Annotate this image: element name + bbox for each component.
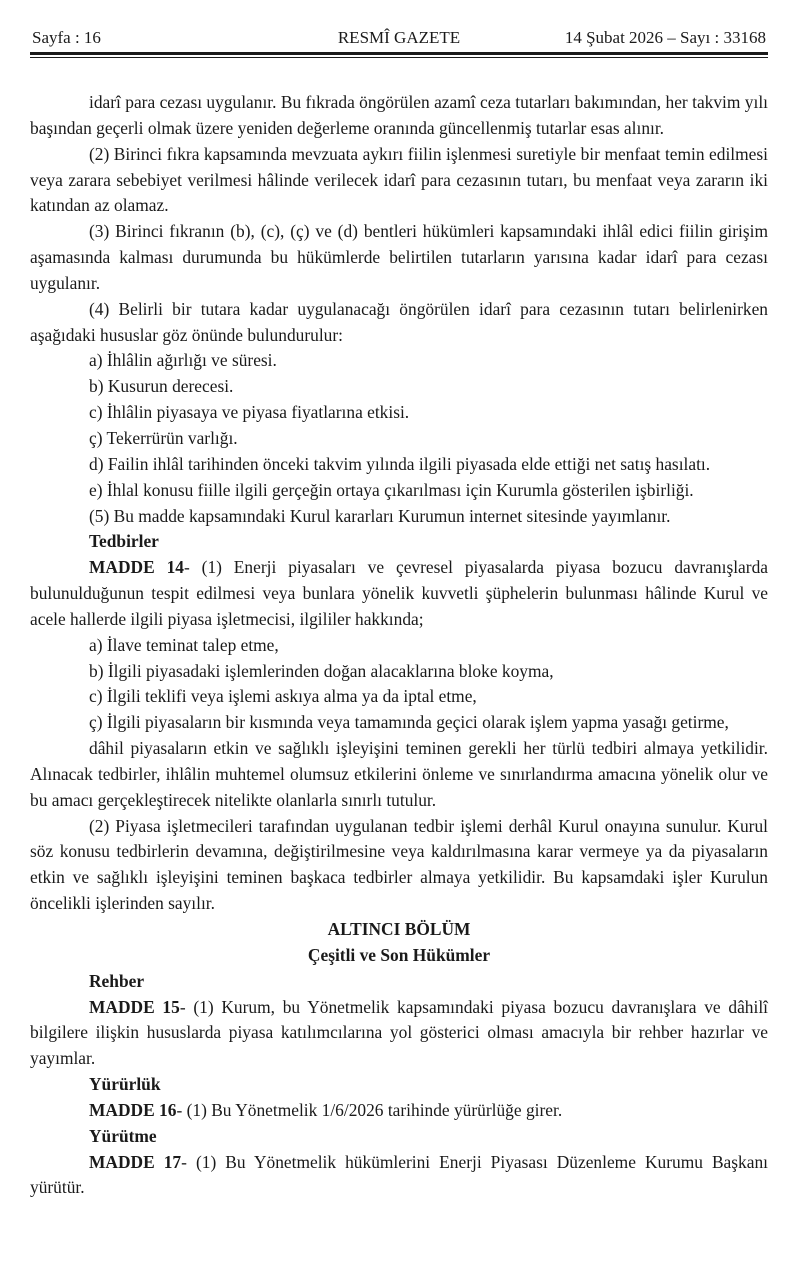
paragraph: (4) Belirli bir tutara kadar uygulanacağı öngörülen idarî para cezasının tutarı belirlenirken aşağıdaki hususlar göz önünde bulundurulur: xyxy=(30,298,768,345)
article-paragraph xyxy=(30,1098,768,1124)
paragraph: idarî para cezası uygulanır. Bu fıkrada öngörülen azamî ceza tutarları bakımından, her takvim yılı başından geçerli olmak üzere yeniden değerleme oranında güncellenmiş tutarlar esas alınır. xyxy=(30,92,768,138)
article-label: MADDE 16 xyxy=(89,1099,177,1120)
header-rule-thick xyxy=(30,52,768,55)
paragraph: (2) Piyasa işletmecileri tarafından uygulanan tedbir işlemi derhâl Kurul onayına sunulur. Kurul söz konusu tedbirlerin devamına, değiştirilmesine veya kaldırılmasına karar vermeye ya da piyasaların etkin ve sağlıklı işleyişini teminen başkaca tedbirler almaya yetkilidir. Bu kapsamdaki işler Kurulun öncelikli işlerinden sayılır. xyxy=(30,815,768,914)
document-body xyxy=(30,90,768,1201)
gazette-page xyxy=(30,0,768,1198)
paragraph: (5) Bu madde kapsamındaki Kurul kararları Kurumun internet sitesinde yayımlanır. xyxy=(89,505,671,526)
article-paragraph xyxy=(30,1150,768,1202)
list-item: b) İlgili piyasadaki işlemlerinden doğan alacaklarına bloke koyma, xyxy=(89,660,554,681)
article-text: - (1) Enerji piyasaları ve çevresel piyasalarda piyasa bozucu davranışlarda bulunulduğunun tespit edilmesi veya bunlara yönelik kuvvetli şüphelerin bulunması hâlinde Kurul ve acele hallerde ilgili piyasa işletmecisi, ilgililer hakkında; xyxy=(30,557,768,629)
list-item: d) Failin ihlâl tarihinden önceki takvim yılında ilgili piyasada elde ettiği net satış hasılatı. xyxy=(89,453,711,474)
list-item: c) İhlâlin piyasaya ve piyasa fiyatlarına etkisi. xyxy=(89,402,410,423)
article-text: - (1) Bu Yönetmelik hükümlerini Enerji Piyasası Düzenleme Kurumu Başkanı yürütür. xyxy=(30,1151,768,1198)
issue-date: 14 Şubat 2026 – Sayı : 33168 xyxy=(564,28,766,47)
article-text: - (1) Kurum, bu Yönetmelik kapsamındaki piyasa bozucu davranışlara ve dâhilî bilgilere ilişkin hususlarda piyasa katılımcılarına yol gösterici olması amacıyla bir rehber hazırlar ve yayımlar. xyxy=(30,996,768,1069)
page-number: Sayfa : 16 xyxy=(32,28,101,47)
list-item: b) Kusurun derecesi. xyxy=(89,376,234,397)
list-item: c) İlgili teklifi veya işlemi askıya alma ya da iptal etme, xyxy=(89,686,477,707)
header-rule-thin xyxy=(30,57,768,58)
list-item: ç) İlgili piyasaların bir kısmında veya tamamında geçici olarak işlem yapma yasağı getirme, xyxy=(89,712,729,733)
article-label: MADDE 14 xyxy=(89,557,184,578)
article-paragraph xyxy=(30,555,768,633)
list-item: a) İlave teminat talep etme, xyxy=(89,634,279,655)
article-paragraph xyxy=(30,995,768,1073)
article-text: - (1) Bu Yönetmelik 1/6/2026 tarihinde yürürlüğe girer. xyxy=(176,1099,563,1120)
article-label: MADDE 15 xyxy=(89,996,180,1017)
section-title: ALTINCI BÖLÜM xyxy=(327,919,471,939)
article-heading: Yürürlük xyxy=(89,1074,161,1095)
list-item: e) İhlal konusu fiille ilgili gerçeğin ortaya çıkarılması için Kurumla gösterilen işbirliği. xyxy=(89,479,694,500)
paragraph: (3) Birinci fıkranın (b), (c), (ç) ve (d) bentleri hükümleri kapsamındaki ihlâl edici fiilin girişim aşamasında kalması durumunda bu hükümlerde belirtilen tutarların yarısına kadar idarî para cezası uygulanır. xyxy=(30,221,768,293)
article-heading: Tedbirler xyxy=(89,531,159,552)
paragraph: dâhil piyasaların etkin ve sağlıklı işleyişini teminen gerekli her türlü tedbiri almaya yetkilidir. Alınacak tedbirler, ihlâlin muhtemel olumsuz etkilerini önleme ve sınırlandırma amacına yönelik olur ve bu amacı gerçekleştirecek nitelikte olanlarla sınırlı tutulur. xyxy=(30,738,768,810)
list-item: ç) Tekerrürün varlığı. xyxy=(89,427,238,448)
section-subtitle: Çeşitli ve Son Hükümler xyxy=(307,944,491,965)
list-item: a) İhlâlin ağırlığı ve süresi. xyxy=(89,350,277,371)
page-header xyxy=(30,0,768,50)
paragraph: (2) Birinci fıkra kapsamında mevzuata aykırı fiilin işlenmesi suretiyle bir menfaat temin edilmesi veya zarara sebebiyet verilmesi hâlinde verilecek idarî para cezasının tutarı, bu menfaat veya zararın iki katından az olamaz. xyxy=(30,143,768,216)
article-label: MADDE 17 xyxy=(89,1151,182,1172)
article-heading: Yürütme xyxy=(89,1125,157,1146)
publication-title: RESMÎ GAZETE xyxy=(337,28,461,47)
article-heading: Rehber xyxy=(89,970,145,991)
